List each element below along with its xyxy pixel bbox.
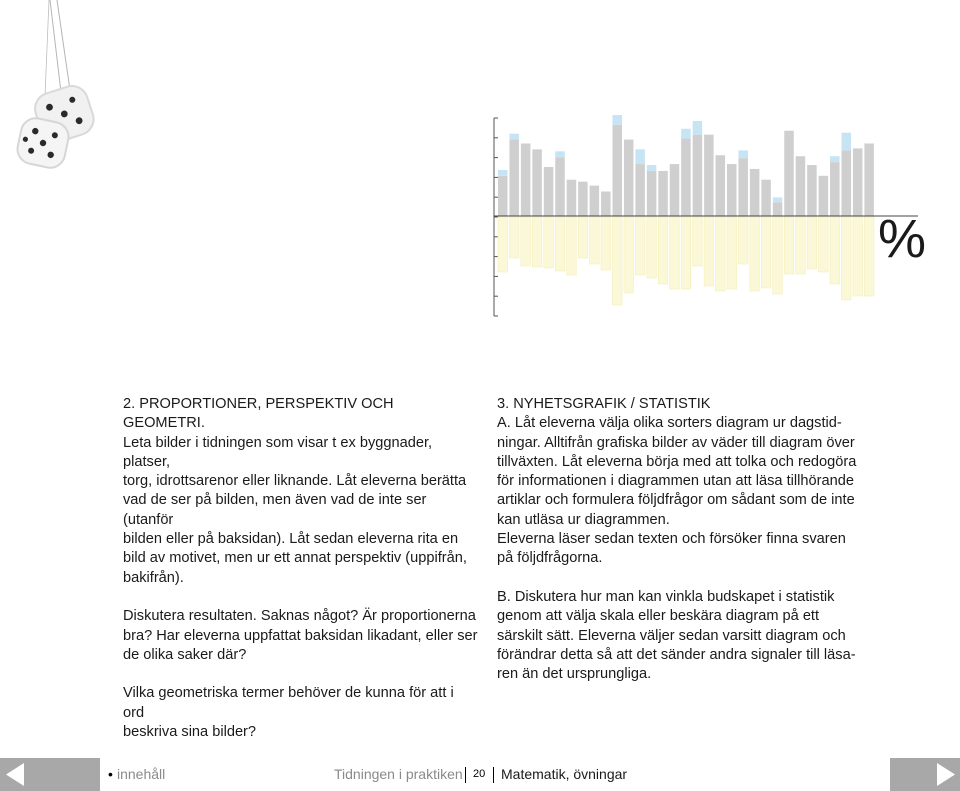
arrow-left-icon[interactable]	[2, 761, 28, 788]
bar-positive	[658, 171, 668, 216]
bar-positive	[624, 140, 634, 216]
text-line: kan utläsa ur diagrammen.	[497, 511, 670, 528]
bar-positive	[773, 202, 783, 216]
section-heading: 2. PROPORTIONER, PERSPEKTIV OCH GEOMETRI.	[123, 396, 394, 432]
text-line: för informationen i diagrammen utan att läsa tillhörande	[497, 473, 854, 490]
bar-negative	[819, 217, 829, 272]
text-line: vad de ser på bilden, men även vad de inte ser (utanför	[123, 492, 427, 528]
bar-cap	[681, 129, 691, 139]
bar-negative	[738, 217, 748, 264]
bar-positive	[727, 164, 737, 216]
bar-positive	[704, 135, 714, 216]
fuzzy-dice-icon	[0, 0, 130, 190]
section-title: Matematik, övningar	[501, 766, 628, 782]
bar-positive	[738, 158, 748, 216]
text-line: särskilt sätt. Eleverna väljer sedan varsitt diagram och	[497, 627, 846, 644]
bar-positive	[716, 155, 726, 216]
bar-negative	[521, 217, 531, 266]
bar-negative	[509, 217, 519, 258]
bar-negative	[853, 217, 863, 296]
text-line: Leta bilder i tidningen som visar t ex byggnader, platser,	[123, 434, 433, 470]
bar-cap	[613, 115, 623, 125]
text-line: bild av motivet, men ur ett annat perspektiv (uppifrån,	[123, 550, 467, 567]
bar-negative	[647, 217, 657, 278]
percent-symbol: %	[878, 209, 927, 269]
bar-positive	[613, 125, 623, 216]
bullet: •	[108, 766, 113, 782]
bar-cap	[693, 121, 703, 135]
paragraph-b	[497, 588, 867, 684]
section-heading: 3. NYHETSGRAFIK / STATISTIK	[497, 396, 711, 412]
bar-cap	[647, 165, 657, 171]
bar-cap	[555, 151, 565, 157]
bar-negative	[624, 217, 634, 293]
bar-positive	[509, 140, 519, 216]
bar-positive	[830, 162, 840, 216]
bar-negative	[613, 217, 623, 305]
bar-negative	[773, 217, 783, 294]
bar-positive	[590, 186, 600, 216]
bar-negative	[704, 217, 714, 286]
bar-cap	[509, 134, 519, 140]
divider	[493, 767, 494, 783]
bar-negative	[864, 217, 874, 296]
bar-positive	[842, 150, 852, 216]
bar-negative	[761, 217, 771, 288]
bar-positive	[635, 164, 645, 216]
text-line: genom att välja skala eller beskära diagram på ett	[497, 608, 820, 625]
bar-negative	[830, 217, 840, 284]
bar-negative	[681, 217, 691, 289]
bar-negative	[635, 217, 645, 275]
bar-cap	[635, 149, 645, 164]
bar-positive	[578, 182, 588, 216]
bar-negative	[578, 217, 588, 258]
bar-cap	[773, 197, 783, 202]
bar-negative	[716, 217, 726, 291]
section-news-graphics	[497, 395, 867, 684]
text-line: bilden eller på baksidan). Låt sedan eleverna rita en	[123, 531, 459, 548]
bar-negative	[532, 217, 542, 267]
text-line: Diskutera resultaten. Saknas något? Är proportionerna	[123, 608, 476, 625]
text-line: Vilka geometriska termer behöver de kunna för att i ord	[123, 685, 454, 721]
bar-positive	[693, 135, 703, 216]
text-line: bakifrån).	[123, 569, 184, 586]
bar-positive	[796, 156, 806, 216]
bar-positive	[567, 180, 577, 216]
text-line: förändrar detta så att det sänder andra signaler till läsa-	[497, 646, 856, 663]
contents-link[interactable]: innehåll	[117, 766, 166, 782]
bar-cap	[830, 156, 840, 162]
bar-cap	[498, 170, 508, 176]
bar-positive	[555, 157, 565, 216]
bar-negative	[658, 217, 668, 284]
paragraph-a	[497, 414, 867, 568]
text-line: torg, idrottsarenor eller liknande. Låt eleverna berätta	[123, 473, 467, 490]
arrow-right-icon[interactable]	[933, 761, 959, 788]
text-line: tillväxten. Låt eleverna börja med att tolka och redogöra	[497, 453, 857, 470]
bar-positive	[544, 167, 554, 216]
bar-negative	[842, 217, 852, 300]
bar-negative	[750, 217, 760, 291]
bar-negative	[796, 217, 806, 274]
bar-positive	[864, 143, 874, 216]
page-number: 20	[473, 768, 486, 780]
paragraph-1	[123, 434, 478, 588]
bar-positive	[681, 139, 691, 216]
text-line: beskriva sina bilder?	[123, 724, 257, 741]
bar-negative	[693, 217, 703, 266]
footer-nav	[100, 758, 890, 791]
text-line: de olika saker där?	[123, 646, 247, 663]
bar-positive	[601, 192, 611, 217]
paragraph-3	[123, 684, 478, 742]
text-line: på följdfrågorna.	[497, 550, 603, 567]
bar-positive	[807, 165, 817, 216]
bar-positive	[647, 171, 657, 216]
bar-positive	[750, 169, 760, 216]
text-line: Eleverna läser sedan texten och försöker finna svaren	[497, 531, 846, 548]
bar-positive	[521, 143, 531, 216]
bar-negative	[590, 217, 600, 264]
bar-positive	[819, 176, 829, 216]
bar-negative	[567, 217, 577, 275]
bar-negative	[544, 217, 554, 268]
divider	[465, 767, 466, 783]
bar-positive	[853, 148, 863, 216]
bar-negative	[807, 217, 817, 269]
bar-negative	[784, 217, 794, 274]
text-line: bra? Har eleverna uppfattat baksidan likadant, eller ser	[123, 627, 478, 644]
text-line: ningar. Alltifrån grafiska bilder av väder till diagram över	[497, 434, 855, 451]
text-line: artiklar och formulera följdfrågor om sådant som de inte	[497, 492, 855, 509]
section-proportions	[123, 395, 478, 742]
bar-negative	[601, 217, 611, 270]
footer-bar	[0, 758, 960, 791]
bar-negative	[555, 217, 565, 271]
bar-positive	[670, 164, 680, 216]
text-line: A. Låt eleverna välja olika sorters diagram ur dagstid-	[497, 415, 842, 432]
bar-cap	[738, 150, 748, 158]
bar-positive	[761, 180, 771, 216]
bar-negative	[670, 217, 680, 289]
bar-positive	[532, 149, 542, 216]
bar-negative	[727, 217, 737, 289]
bar-negative	[498, 217, 508, 272]
paragraph-2	[123, 607, 478, 665]
bar-positive	[498, 176, 508, 216]
bar-cap	[842, 133, 852, 151]
publication-title: Tidningen i praktiken	[334, 766, 463, 782]
text-line: ren än det ursprungliga.	[497, 666, 652, 683]
bar-positive	[784, 131, 794, 216]
text-line: B. Diskutera hur man kan vinkla budskapet i statistik	[497, 588, 835, 605]
